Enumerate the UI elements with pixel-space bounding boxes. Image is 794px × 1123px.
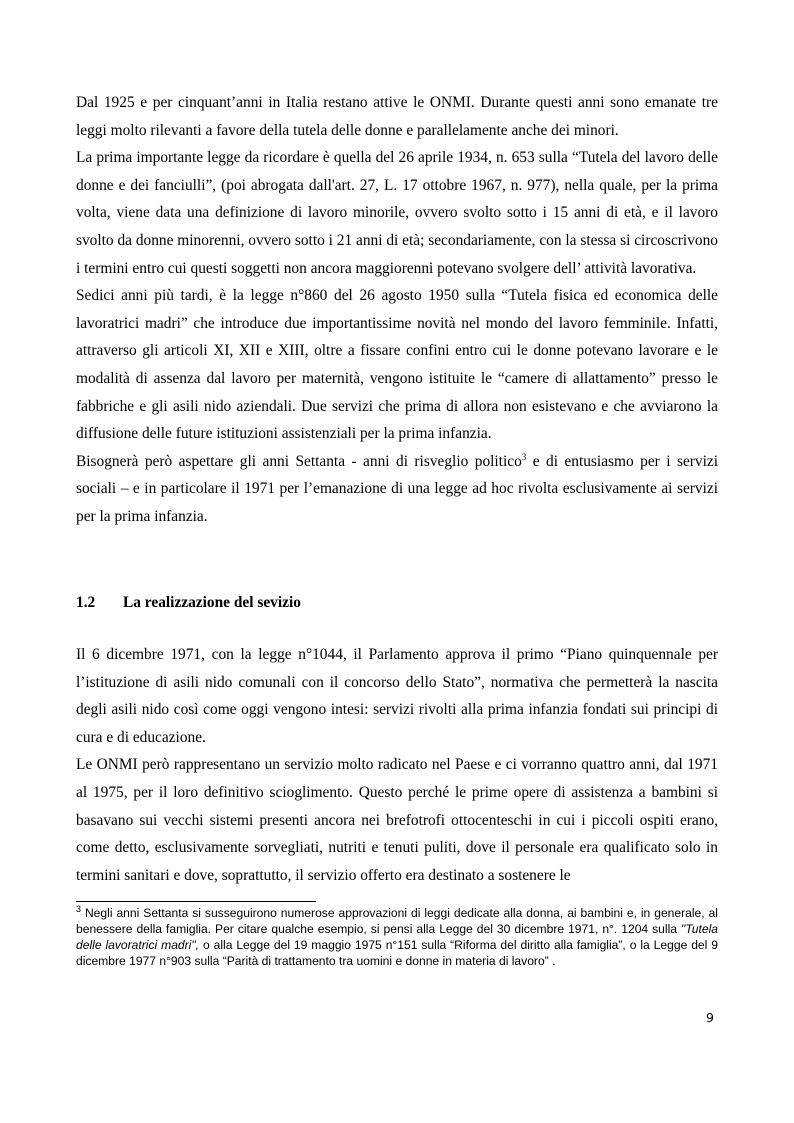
section-1-body bbox=[76, 89, 718, 531]
section-2-body bbox=[76, 641, 718, 889]
page-number: 9 bbox=[706, 1010, 714, 1025]
paragraph-4-text-a: Bisognerà però aspettare gli anni Settanta - anni di risveglio politico bbox=[76, 452, 522, 470]
paragraph-1: Dal 1925 e per cinquant’anni in Italia restano attive le ONMI. Durante questi anni sono emanate tre leggi molto rilevanti a favore della tutela delle donne e parallelamente anche dei minori. bbox=[76, 94, 718, 139]
paragraph-6: Le ONMI però rappresentano un servizio molto radicato nel Paese e ci vorranno quattro anni, dal 1971 al 1975, per il loro definitivo scioglimento. Questo perché le prime opere di assistenza a bambini si basavano sui vecchi sistemi presenti ancora nei brefotrofi ottocenteschi in cui i piccoli ospiti erano, come detto, esclusivamente sorvegliati, nutriti e tenuti puliti, dove il personale era qualificato solo in termini sanitari e dove, soprattutto, il servizio offerto era destinato a sostenere le bbox=[76, 756, 718, 884]
paragraph-5: Il 6 dicembre 1971, con la legge n°1044, il Parlamento approva il primo “Piano quinquennale per l’istituzione di asili nido comunali con il concorso dello Stato”, normativa che permetterà la nascita degli asili nido così come oggi vengono intesi: servizi rivolti alla prima infanzia fondati sui principi di cura e di educazione. bbox=[76, 646, 718, 746]
section-heading bbox=[76, 589, 301, 617]
footnote-text-b: o alla Legge del 19 maggio 1975 n°151 sulla “Riforma del diritto alla famiglia”, o la Legge del 9 dicembre 1977 n°903 sulla “Parità di trattamento tra uomini e donne in materia di lavoro” . bbox=[76, 937, 718, 968]
section-number: 1.2 bbox=[76, 594, 96, 611]
paragraph-4-text-b: e di entusiasmo per i servizi sociali – e in particolare il 1971 per l’emanazione di una legge ad hoc rivolta esclusivamente ai servizi per la prima infanzia. bbox=[76, 452, 718, 525]
paragraph-3: Sedici anni più tardi, è la legge n°860 del 26 agosto 1950 sulla “Tutela fisica ed economica delle lavoratrici madri” che introduce due importantissime novità nel mondo del lavoro femminile. Infatti, attraverso gli articoli XI, XII e XIII, oltre a fissare confini entro cui le donne potevano lavorare e le modalità di assenza dal lavoro per maternità, vengono istituite le “camere di allattamento” presso le fabbriche e gli asili nido aziendali. Due servizi che prima di allora non esistevano e che avviarono la diffusione delle future istituzioni assistenziali per la prima infanzia. bbox=[76, 287, 718, 443]
footnote-marker: 3 bbox=[76, 903, 82, 914]
section-title: La realizzazione del sevizio bbox=[123, 594, 301, 611]
paragraph-4 bbox=[76, 448, 718, 531]
footnote-text-a: Negli anni Settanta si susseguirono numerose approvazioni di leggi dedicate alla donna, ai bambini e, in generale, al benessere della famiglia. Per citare qualche esempio, si pensi alla Legge del 30 dicembre 1971, n°. 1204 sulla bbox=[76, 906, 718, 936]
footnote-reference[interactable]: 3 bbox=[521, 451, 527, 462]
footnote-divider bbox=[76, 901, 316, 902]
paragraph-2: La prima importante legge da ricordare è quella del 26 aprile 1934, n. 653 sulla “Tutela del lavoro delle donne e dei fanciulli”, (poi abrogata dall'art. 27, L. 17 ottobre 1967, n. 977), nella quale, per la prima volta, viene data una definizione di lavoro minorile, ovvero svolto sotto i 15 anni di età, e il lavoro svolto da donne minorenni, ovvero sotto i 21 anni di età; secondariamente, con la stessa si circoscrivono i termini entro cui questi soggetti non ancora maggiorenni potevano svolgere dell’ attività lavorativa. bbox=[76, 149, 718, 277]
footnote bbox=[76, 903, 718, 970]
footnote-text-italic: "Tutela delle lavoratrici madri", bbox=[76, 921, 718, 952]
